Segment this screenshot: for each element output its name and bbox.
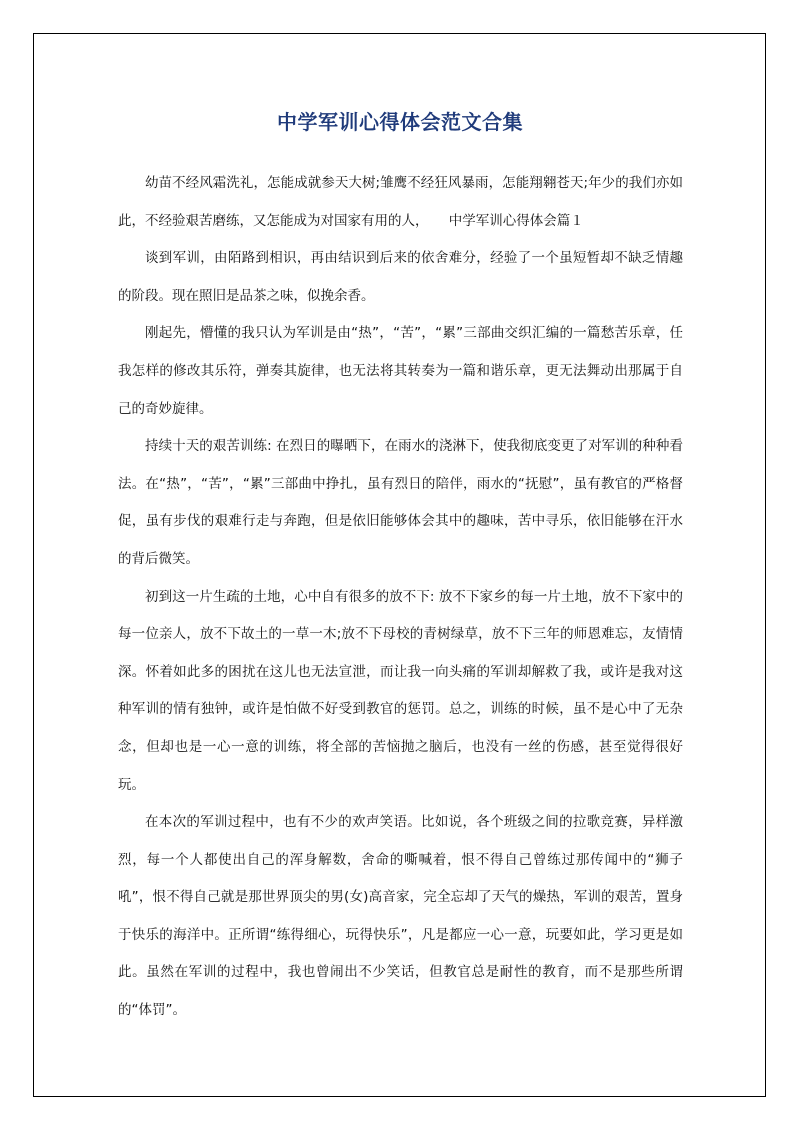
- paragraph-1: 幼苗不经风霜洗礼，怎能成就参天大树;雏鹰不经狂风暴雨，怎能翔翱苍天;年少的我们亦如此，不经验艰苦磨练，又怎能成为对国家有用的人， 中学军训心得体会篇１: [118, 175, 683, 229]
- paragraph-5: 初到这一片生疏的土地，心中自有很多的放不下: 放不下家乡的每一片土地，放不下家中的每一位亲人，放不下故土的一草一木;放不下母校的青树绿草，放不下三年的师恩难忘，友情情深。怀着如此多的困扰在这儿也无法宣泄，而让我一向头痛的军训却解救了我，或许是我对这种军训的情有独钟，或许是怕做不好受到教官的惩罚。总之，训练的时候，虽不是心中了无杂念，但却也是一心一意的训练，将全部的苦恼抛之脑后，也没有一丝的伤感，甚至觉得很好玩。: [118, 588, 683, 793]
- document-title: 中学军训心得体会范文合集: [277, 110, 523, 134]
- paragraph-6: 在本次的军训过程中，也有不少的欢声笑语。比如说，各个班级之间的拉歌竞赛，异样激烈，每一个人都使出自己的浑身解数，舍命的嘶喊着，恨不得自己曾练过那传闻中的“狮子吼”，恨不得自己就是那世界顶尖的男(女)高音家，完全忘却了天气的燥热，军训的艰苦，置身于快乐的海洋中。正所谓“练得细心，玩得快乐”，凡是都应一心一意，玩要如此，学习更是如此。虽然在军训的过程中，我也曾闹出不少笑话，但教官总是耐性的教育，而不是那些所谓的“体罚”。: [118, 814, 683, 1019]
- paragraph-4: 持续十天的艰苦训练: 在烈日的曝晒下，在雨水的浇淋下，使我彻底变更了对军训的种种看法。在“热”，“苦”，“累”三部曲中挣扎，虽有烈日的陪伴，雨水的“抚慰”，虽有教官的严格督促，虽有步伐的艰难行走与奔跑，但是依旧能够体会其中的趣味，苦中寻乐，依旧能够在汗水的背后微笑。: [118, 438, 683, 567]
- paragraph-2: 谈到军训，由陌路到相识，再由结识到后来的依舍难分，经验了一个虽短暂却不缺乏情趣的阶段。现在照旧是品茶之味，似挽余香。: [118, 250, 683, 304]
- paragraph-3: 刚起先，懵懂的我只认为军训是由“热”，“苦”，“累”三部曲交织汇编的一篇愁苦乐章，任我怎样的修改其乐符，弹奏其旋律，也无法将其转奏为一篇和谐乐章，更无法舞动出那属于自己的奇妙旋律。: [118, 325, 683, 417]
- document-body: [118, 165, 683, 1030]
